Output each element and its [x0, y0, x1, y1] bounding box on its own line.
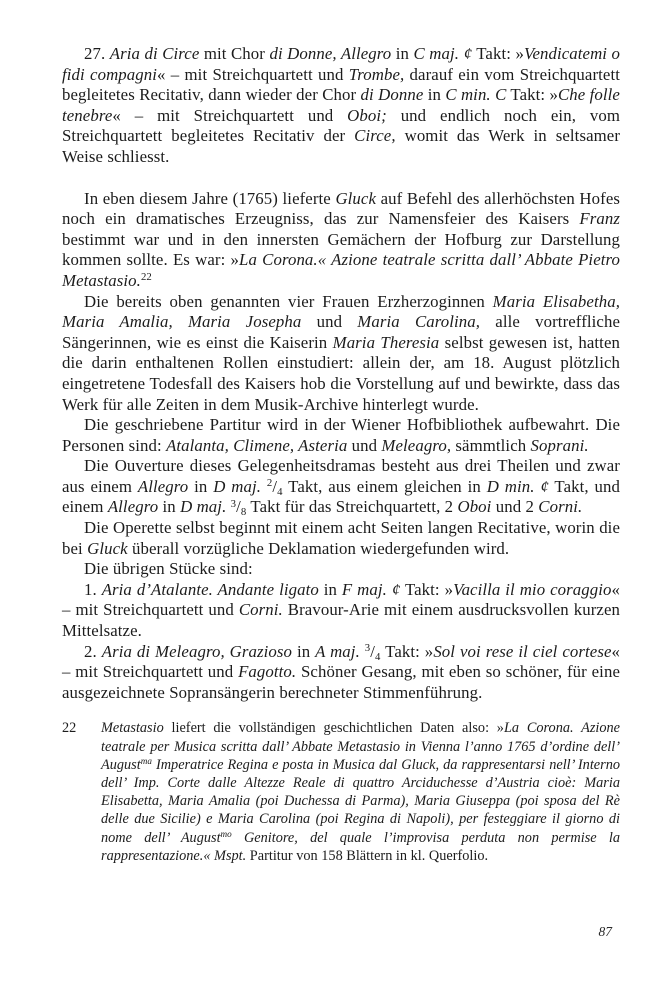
paragraph-aria-datalante: 1. Aria d’Atalante. Andante ligato in F maj. ¢ Takt: »Vacilla il mio coraggio« – mit Streichquartett und Corni. Bravour-Arie mit einem ausdrucksvollen kurzen Mittelsatze.	[62, 579, 620, 641]
footnote-22	[62, 719, 620, 865]
paragraph-ouverture: Die Ouverture dieses Gelegenheitsdramas besteht aus drei Theilen und zwar aus einem Allegro in D maj. $^2/_4$ Takt, aus einem gleichen in D min. ¢ Takt, und einem Allegro in D maj. $^3/_8$ Takt für das Streichquartett, 2 Oboi und 2 Corni.	[62, 456, 620, 519]
footnote-marker: 22	[62, 720, 77, 737]
main-text	[62, 44, 620, 865]
paragraph-operette-recitative: Die Operette selbst beginnt mit einem acht Seiten langen Recitative, worin die bei Gluck überall vorzügliche Deklamation wiedergefunden wird.	[62, 518, 620, 558]
paragraph-uebrige-stuecke: Die übrigen Stücke sind:	[84, 559, 253, 579]
page-number: 87	[598, 924, 612, 939]
paragraph-la-corona-intro: In eben diesem Jahre (1765) lieferte Gluck auf Befehl des allerhöchsten Hofes noch ein dramatisches Erzeugniss, das zur Namensfeier des Kaisers Franz bestimmt war und in den innersten Gemächern der Hofburg zur Darstellung kommen sollte. Es war: »La Corona.« Azione teatrale scritta dall’ Abbate Pietro Metastasio.$^{22}$	[62, 188, 620, 290]
footnote-text: Metastasio liefert die vollständigen geschichtlichen Daten also: »La Corona. Azione teatrale per Musica scritta dall’ Abbate Metastasio in Vienna l’anno 1765 d’ordine dell’ August$^{ma}$ Imperatrice Regina e posta in Musica dal Gluck, da rappresentarsi nell’ Interno dell’ Imp. Corte dalle Altezze Reale di quattro Arciduchesse d’Austria cioè: Maria Elisabetta, Maria Amalia (poi Duchessa di Parma), Maria Giuseppa (poi sposa del Rè delle due Sicilie) e Maria Carolina (poi Regina di Napoli), per festeggiare il giorno di nome dell’ August$^{mo}$ Genitore, del quale l’improvisa perduta non permise la rappresentazione.« Mspt. Partitur von 158 Blättern in kl. Querfolio.	[101, 720, 620, 864]
paragraph-aria-di-meleagro: 2. Aria di Meleagro, Grazioso in A maj. $^3/_4$ Takt: »Sol voi rese il ciel cortese« – mit Streichquartett und Fagotto. Schöner Gesang, mit eben so schöner, für eine ausgezeichnete Sopransängerin berechneter Stimmenführung.	[62, 641, 620, 702]
paragraph-partitur-hofbibliothek: Die geschriebene Partitur wird in der Wiener Hofbibliothek aufbewahrt. Die Personen sind: Atalanta, Climene, Asteria und Meleagro, sämmtlich Soprani.	[62, 415, 620, 455]
paragraph-aria-di-circe: 27. Aria di Circe mit Chor di Donne, Allegro in C maj. ¢ Takt: »Vendicatemi o fidi compagni« – mit Streichquartett und Trombe, darauf ein vom Streichquartett begleitetes Recitativ, dann wieder der Chor di Donne in C min. C Takt: »Che folle tenebre« – mit Streichquartett und Oboi; und endlich noch ein, vom Streichquartett begleitetes Recitativ der Circe, womit das Werk in seltsamer Weise schliesst.	[62, 44, 621, 166]
paragraph-erzherzoginnen: Die bereits oben genannten vier Frauen Erzherzoginnen Maria Elisabetha, Maria Amalia, Maria Josepha und Maria Carolina, alle vortreffliche Sängerinnen, wie es einst die Kaiserin Maria Theresia selbst gewesen ist, hatten die darin enthaltenen Rollen einstudiert: allein der, am 18. August plötzlich eingetretene Todesfall des Kaisers hob die Vorstellung auf und bewirkte, dass das Werk für alle Zeiten in dem Musik-Archive hinterlegt wurde.	[62, 291, 620, 414]
